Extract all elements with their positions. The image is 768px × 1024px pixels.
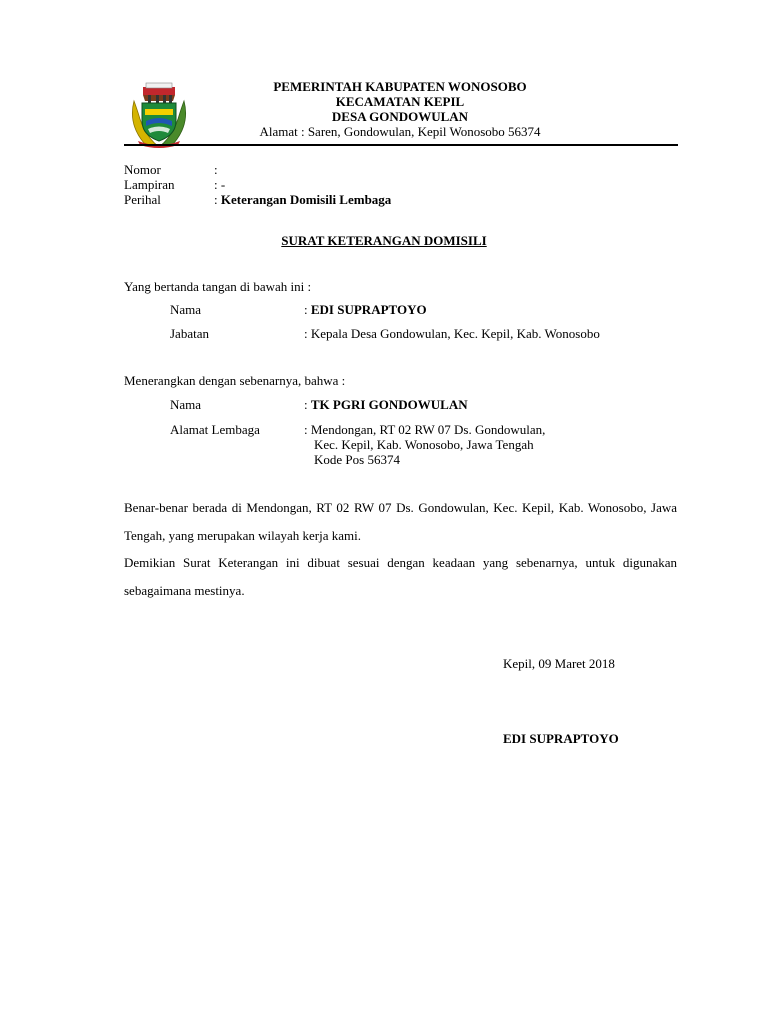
letterhead-divider <box>124 144 678 146</box>
meta-perihal-value <box>214 192 391 207</box>
signer-position-label: Jabatan <box>170 326 209 341</box>
institution-name-value <box>304 397 468 412</box>
institution-address-line2: Kec. Kepil, Kab. Wonosobo, Jawa Tengah <box>314 437 534 452</box>
letterhead <box>200 79 600 139</box>
signer-position-value: : Kepala Desa Gondowulan, Kec. Kepil, Kab. Wonosobo <box>304 326 600 341</box>
letterhead-address: Alamat : Saren, Gondowulan, Kepil Wonosobo 56374 <box>259 124 541 139</box>
domicile-paragraph: Benar-benar berada di Mendongan, RT 02 RW 07 Ds. Gondowulan, Kec. Kepil, Kab. Wonosobo, Jawa Tengah, yang merupakan wilayah kerja kami. <box>124 500 677 543</box>
meta-perihal-text: Keterangan Domisili Lembaga <box>220 192 392 207</box>
letterhead-village: DESA GONDOWULAN <box>331 109 469 124</box>
meta-lampiran-value: : - <box>214 177 226 192</box>
institution-name-colon: : <box>304 397 311 412</box>
institution-address-label: Alamat Lembaga <box>170 422 260 437</box>
institution-address-line1: : Mendongan, RT 02 RW 07 Ds. Gondowulan, <box>304 422 546 437</box>
meta-perihal-colon: : <box>214 192 221 207</box>
signer-name-value <box>304 302 427 317</box>
letterhead-district: KECAMATAN KEPIL <box>335 94 465 109</box>
statement-intro: Menerangkan dengan sebenarnya, bahwa : <box>124 373 346 388</box>
institution-name-text: TK PGRI GONDOWULAN <box>310 397 468 412</box>
place-date: Kepil, 09 Maret 2018 <box>503 656 615 671</box>
institution-name-label: Nama <box>170 397 202 412</box>
letterhead-government: PEMERINTAH KABUPATEN WONOSOBO <box>273 79 527 94</box>
signature-name: EDI SUPRAPTOYO <box>503 731 619 746</box>
meta-lampiran-label: Lampiran <box>124 177 175 192</box>
signer-intro: Yang bertanda tangan di bawah ini : <box>124 279 312 294</box>
regency-emblem-icon <box>126 79 192 149</box>
meta-perihal-label: Perihal <box>124 192 161 207</box>
signer-name-text: EDI SUPRAPTOYO <box>310 302 427 317</box>
closing-paragraph: Demikian Surat Keterangan ini dibuat sesuai dengan keadaan yang sebenarnya, untuk digunakan sebagaimana mestinya. <box>124 555 677 598</box>
letter-title: SURAT KETERANGAN DOMISILI <box>281 233 487 248</box>
signer-name-label: Nama <box>170 302 202 317</box>
meta-nomor-label: Nomor <box>124 162 161 177</box>
signer-name-colon: : <box>304 302 311 317</box>
institution-address-line3: Kode Pos 56374 <box>314 452 400 467</box>
meta-nomor-value: : <box>214 162 218 177</box>
